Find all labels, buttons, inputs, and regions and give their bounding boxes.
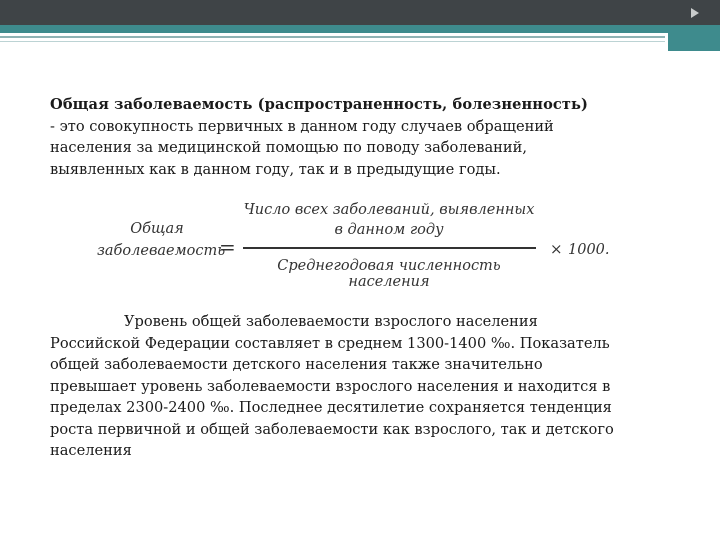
paragraph-line: пределах 2300-2400 ‰. Последнее десятилетие сохраняется тенденция bbox=[50, 399, 612, 416]
paragraph-line: роста первичной и общей заболеваемости как взрослого, так и детского bbox=[50, 420, 614, 438]
header-bar bbox=[0, 0, 720, 25]
paragraph-line: Российской Федерации составляет в среднем 1300-1400 ‰. Показатель bbox=[50, 334, 610, 352]
header-corner-block bbox=[668, 25, 720, 51]
formula-lhs-line: заболеваемость bbox=[97, 243, 226, 259]
formula bbox=[0, 190, 720, 290]
formula-numerator bbox=[243, 200, 535, 240]
formula-denominator: Среднегодовая численность населения bbox=[277, 258, 501, 290]
formula-numerator-line: в данном году bbox=[334, 222, 444, 238]
formula-lhs-line: Общая bbox=[130, 221, 184, 237]
formula-numerator-line: Число всех заболеваний, выявленных bbox=[243, 202, 535, 218]
definition-term: Общая заболеваемость (распространенность, болезненность) bbox=[50, 96, 589, 113]
header-accent-rule bbox=[0, 25, 720, 33]
formula-lhs bbox=[97, 218, 226, 262]
paragraph-line: общей заболеваемости детского населения также значительно bbox=[50, 356, 543, 373]
definition-line: - это совокупность первичных в данном году случаев обращений bbox=[50, 117, 554, 135]
paragraph-line: населения bbox=[50, 442, 132, 459]
header-thin-rule bbox=[0, 36, 665, 38]
formula-equals: = bbox=[219, 235, 236, 259]
definition-line: выявленных как в данном году, так и в предыдущие годы. bbox=[50, 160, 501, 178]
definition-block bbox=[50, 94, 670, 180]
formula-fraction-bar bbox=[243, 247, 536, 249]
header-thin-rule-secondary bbox=[0, 41, 665, 42]
paragraph-line: превышает уровень заболеваемости взрослого населения и находится в bbox=[50, 377, 611, 395]
paragraph-line: Уровень общей заболеваемости взрослого населения bbox=[124, 313, 538, 330]
formula-times: × bbox=[550, 240, 563, 258]
definition-line: населения за медицинской помощью по поводу заболеваний, bbox=[50, 139, 527, 156]
body-paragraph bbox=[50, 311, 670, 462]
slide-arrow-icon bbox=[691, 8, 699, 18]
formula-multiplier: 1000. bbox=[568, 242, 610, 258]
